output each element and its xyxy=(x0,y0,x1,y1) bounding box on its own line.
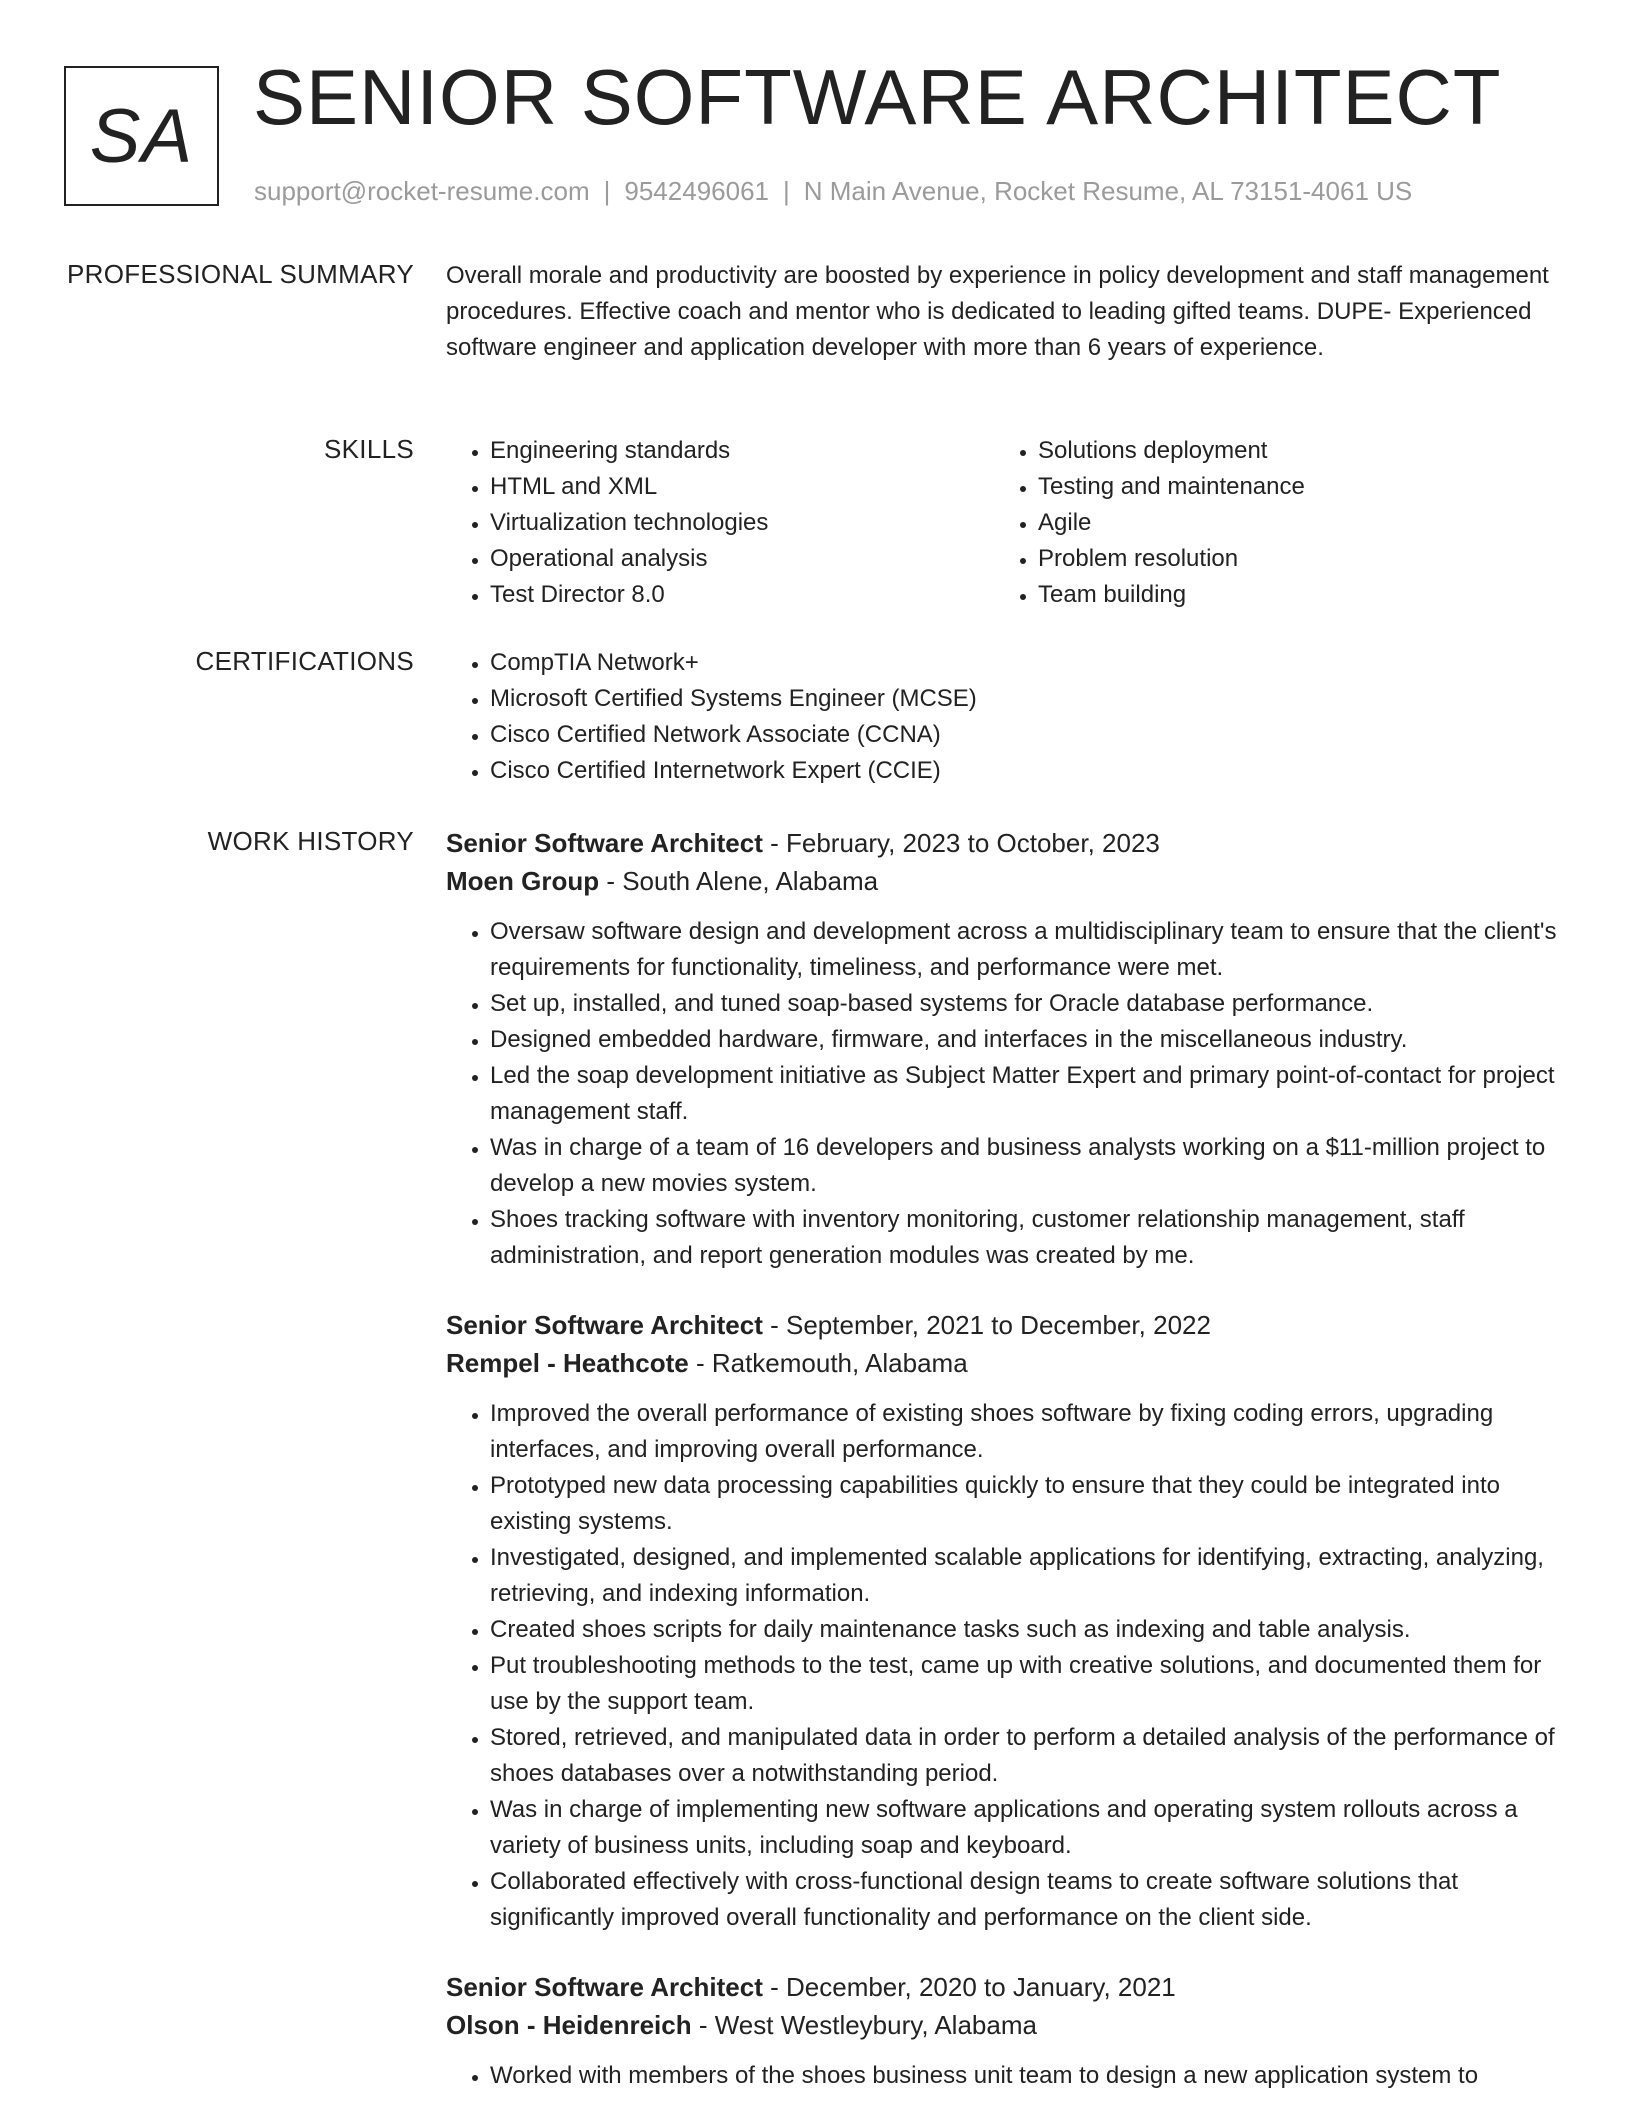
certification-item: • CompTIA Network+ xyxy=(490,645,1566,681)
skill-item: • Test Director 8.0 xyxy=(490,577,994,613)
section-label-skills: SKILLS xyxy=(324,434,414,464)
job-bullet: • Worked with members of the shoes business unit team to design a new application system to xyxy=(490,2058,1566,2094)
job-bullet: • Shoes tracking software with inventory monitoring, customer relationship management, staff administration, and report generation modules was created by me. xyxy=(490,1202,1566,1274)
contact-separator: | xyxy=(783,176,790,206)
job-bullets xyxy=(446,2058,1566,2094)
job-title-line xyxy=(446,824,1566,862)
certifications-section xyxy=(446,645,1566,789)
job-company-line xyxy=(446,2006,1566,2044)
job-location: - Ratkemouth, Alabama xyxy=(688,1348,968,1378)
skills-list-right xyxy=(994,433,1542,613)
job-entry xyxy=(446,824,1566,1274)
job-bullet: • Stored, retrieved, and manipulated data in order to perform a detailed analysis of the performance of shoes databases over a notwithstanding period. xyxy=(490,1720,1566,1792)
job-company: Rempel - Heathcote xyxy=(446,1348,689,1378)
certification-item: • Microsoft Certified Systems Engineer (MCSE) xyxy=(490,681,1566,717)
job-company-line xyxy=(446,1344,1566,1382)
job-bullet: • Prototyped new data processing capabilities quickly to ensure that they could be integrated into existing systems. xyxy=(490,1468,1566,1540)
skills-section xyxy=(446,433,1566,613)
skills-list-left xyxy=(446,433,994,613)
job-bullet: • Set up, installed, and tuned soap-based systems for Oracle database performance. xyxy=(490,986,1566,1022)
certification-item: • Cisco Certified Internetwork Expert (CCIE) xyxy=(490,753,1566,789)
job-bullet: • Designed embedded hardware, firmware, and interfaces in the miscellaneous industry. xyxy=(490,1022,1566,1058)
summary-text: Overall morale and productivity are boosted by experience in policy development and staff management procedures. Effective coach and mentor who is dedicated to leading gifted teams. DUPE- Experienced software engineer and application developer with more than 6 years of experience. xyxy=(446,262,1549,361)
contact-address: N Main Avenue, Rocket Resume, AL 73151-4061 US xyxy=(803,176,1413,206)
monogram-initials: SA xyxy=(89,93,194,179)
contact-line xyxy=(254,176,1412,207)
skills-grid xyxy=(446,433,1566,613)
job-bullet: • Led the soap development initiative as Subject Matter Expert and primary point-of-contact for project management staff. xyxy=(490,1058,1566,1130)
skill-item: • Team building xyxy=(1038,577,1542,613)
job-dates: - February, 2023 to October, 2023 xyxy=(762,828,1160,858)
section-label-summary: PROFESSIONAL SUMMARY xyxy=(67,259,414,289)
job-bullets xyxy=(446,914,1566,1274)
skill-item: • Agile xyxy=(1038,505,1542,541)
job-bullet: • Oversaw software design and development across a multidisciplinary team to ensure that the client's requirements for functionality, timeliness, and performance were met. xyxy=(490,914,1566,986)
resume-name: SENIOR SOFTWARE ARCHITECT xyxy=(253,53,1502,141)
section-label-certifications: CERTIFICATIONS xyxy=(195,646,414,676)
job-company: Olson - Heidenreich xyxy=(446,2010,692,2040)
skill-item: • HTML and XML xyxy=(490,469,994,505)
job-bullet: • Collaborated effectively with cross-functional design teams to create software solutions that significantly improved overall functionality and performance on the client side. xyxy=(490,1864,1566,1936)
skill-item: • Testing and maintenance xyxy=(1038,469,1542,505)
job-title: Senior Software Architect xyxy=(446,828,763,858)
section-label-work-history: WORK HISTORY xyxy=(207,826,414,856)
contact-phone: 9542496061 xyxy=(624,176,769,206)
job-title: Senior Software Architect xyxy=(446,1972,763,2002)
certification-item: • Cisco Certified Network Associate (CCNA) xyxy=(490,717,1566,753)
skill-item: • Problem resolution xyxy=(1038,541,1542,577)
job-company: Moen Group xyxy=(446,866,600,896)
job-company-line xyxy=(446,862,1566,900)
job-title-line xyxy=(446,1968,1566,2006)
skills-column-right xyxy=(994,433,1542,613)
contact-email: support@rocket-resume.com xyxy=(254,176,590,206)
skill-item: • Operational analysis xyxy=(490,541,994,577)
skill-item: • Virtualization technologies xyxy=(490,505,994,541)
job-location: - South Alene, Alabama xyxy=(599,866,879,896)
skill-item: • Solutions deployment xyxy=(1038,433,1542,469)
job-dates: - September, 2021 to December, 2022 xyxy=(762,1310,1211,1340)
job-bullet: • Was in charge of implementing new software applications and operating system rollouts across a variety of business units, including soap and keyboard. xyxy=(490,1792,1566,1864)
job-dates: - December, 2020 to January, 2021 xyxy=(762,1972,1176,2002)
job-title: Senior Software Architect xyxy=(446,1310,763,1340)
job-bullet: • Investigated, designed, and implemented scalable applications for identifying, extracting, analyzing, retrieving, and indexing information. xyxy=(490,1540,1566,1612)
summary-section xyxy=(446,258,1566,366)
job-entry xyxy=(446,1306,1566,1936)
skill-item: • Engineering standards xyxy=(490,433,994,469)
certifications-list xyxy=(446,645,1566,789)
job-entry xyxy=(446,1968,1566,2094)
job-bullet: • Was in charge of a team of 16 developers and business analysts working on a $11-million project to develop a new movies system. xyxy=(490,1130,1566,1202)
job-bullet: • Created shoes scripts for daily maintenance tasks such as indexing and table analysis. xyxy=(490,1612,1566,1648)
job-location: - West Westleybury, Alabama xyxy=(691,2010,1037,2040)
monogram-box xyxy=(64,66,219,206)
job-title-line xyxy=(446,1306,1566,1344)
work-history-section xyxy=(446,824,1566,2126)
job-bullets xyxy=(446,1396,1566,1936)
skills-column-left xyxy=(446,433,994,613)
job-bullet: • Improved the overall performance of existing shoes software by fixing coding errors, upgrading interfaces, and improving overall performance. xyxy=(490,1396,1566,1468)
job-bullet: • Put troubleshooting methods to the test, came up with creative solutions, and documented them for use by the support team. xyxy=(490,1648,1566,1720)
contact-separator: | xyxy=(603,176,611,206)
